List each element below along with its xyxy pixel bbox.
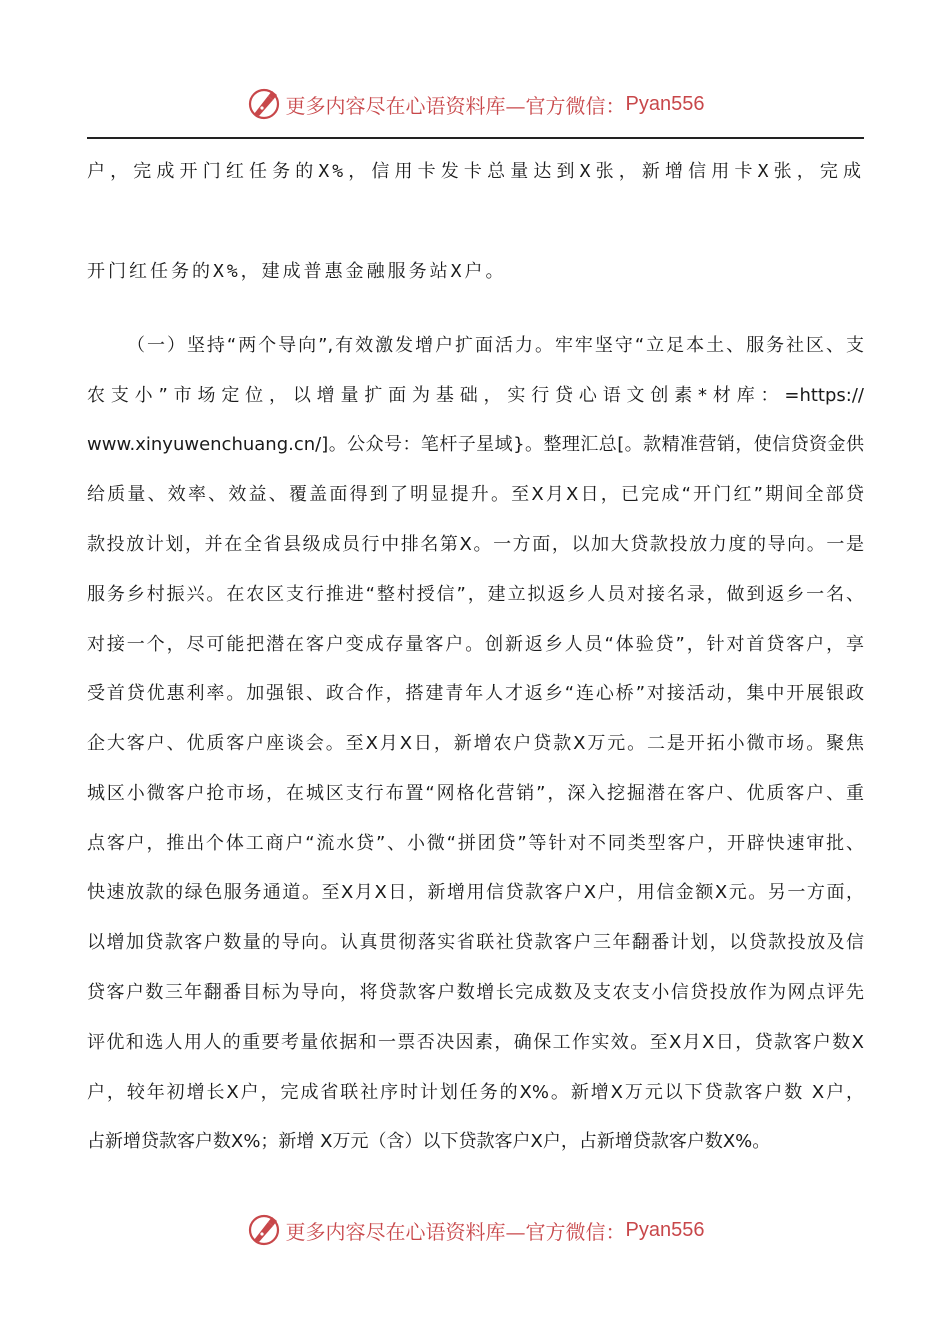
- pen-nib-logo-icon: [246, 86, 282, 122]
- watermark-text: 更多内容尽在心语资料库—官方微信：: [285, 1219, 626, 1244]
- text-line: 服务乡村振兴。在农区支行推进“整村授信”，建立拟返乡人员对接名录，做到返乡一名、: [87, 584, 864, 605]
- pen-nib-logo-icon: [246, 1212, 282, 1248]
- watermark-handle: Pyan556: [625, 1218, 705, 1241]
- text-line: 户，较年初增长X户，完成省联社序时计划任务的X%。新增X万元以下贷款客户数 X户，: [87, 1082, 864, 1103]
- footer-watermark: [0, 1208, 950, 1252]
- paragraph-heading-line: （一）坚持“两个导向”,有效激发增户扩面活力。牢牢坚守“立足本土、服务社区、支: [127, 335, 864, 356]
- text-line: 款投放计划，并在全省县级成员行中排名第X。一方面，以加大贷款投放力度的导向。一是: [87, 534, 864, 555]
- text-line: 农支小”市场定位，以增量扩面为基础，实行贷心语文创素*材库：=https://: [87, 385, 864, 406]
- watermark-text: 更多内容尽在心语资料库—官方微信：: [285, 93, 626, 118]
- text-line: 户，完成开门红任务的X%，信用卡发卡总量达到X张，新增信用卡X张，完成: [87, 161, 864, 182]
- text-line: www.xinyuwenchuang.cn/]。公众号：笔杆子星域}。整理汇总[。款精准营销，使信贷资金供: [87, 434, 864, 455]
- text-line: 贷客户数三年翻番目标为导向，将贷款客户数增长完成数及支农支小信贷投放作为网点评先: [87, 982, 864, 1003]
- text-line: 受首贷优惠利率。加强银、政合作，搭建青年人才返乡“连心桥”对接活动，集中开展银政: [87, 683, 864, 704]
- text-line: 城区小微客户抢市场，在城区支行布置“网格化营销”，深入挖掘潜在客户、优质客户、重: [87, 783, 864, 804]
- text-line: 对接一个，尽可能把潜在客户变成存量客户。创新返乡人员“体验贷”，针对首贷客户，享: [87, 634, 864, 655]
- header-rule: [87, 137, 864, 139]
- header-watermark: [0, 82, 950, 126]
- text-line: 点客户，推出个体工商户“流水贷”、小微“拼团贷”等针对不同类型客户，开辟快速审批、: [87, 833, 864, 854]
- watermark-handle: Pyan556: [625, 92, 705, 115]
- text-line: 占新增贷款客户数X%；新增 X万元（含）以下贷款客户X户，占新增贷款客户数X%。: [87, 1131, 771, 1152]
- text-line: 给质量、效率、效益、覆盖面得到了明显提升。至X月X日，已完成“开门红”期间全部贷: [87, 484, 864, 505]
- text-line: 快速放款的绿色服务通道。至X月X日，新增用信贷款客户X户，用信金额X元。另一方面，: [87, 882, 864, 903]
- text-line: 以增加贷款客户数量的导向。认真贯彻落实省联社贷款客户三年翻番计划，以贷款投放及信: [87, 932, 864, 953]
- text-line: 企大客户、优质客户座谈会。至X月X日，新增农户贷款X万元。二是开拓小微市场。聚焦: [87, 733, 864, 754]
- text-line: 评优和选人用人的重要考量依据和一票否决因素，确保工作实效。至X月X日，贷款客户数X: [87, 1032, 864, 1053]
- text-line: 开门红任务的X%，建成普惠金融服务站X户。: [87, 261, 507, 282]
